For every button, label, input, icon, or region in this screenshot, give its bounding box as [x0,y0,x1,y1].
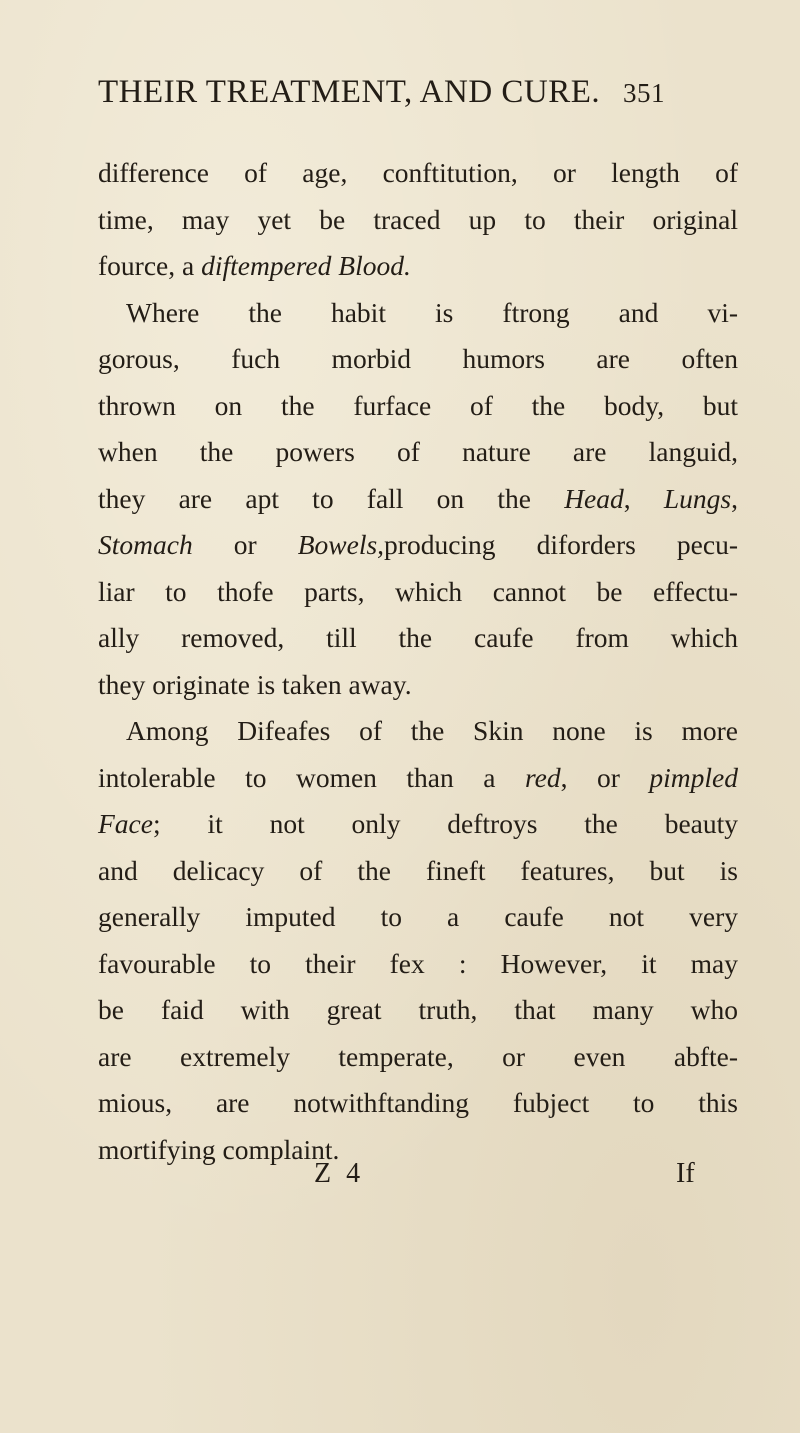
text-run: they originate is taken away. [98,668,412,700]
text-run: are extremely temperate, or even abfte- [98,1040,738,1072]
text-run: gorous, fuch morbid humors are often [98,343,738,374]
text-line [98,894,738,941]
text-line [98,150,738,197]
italic-text: Bowels, [297,529,385,560]
text-line [98,801,738,848]
text-line [98,987,738,1034]
text-run: be faid with great truth, that many who [98,994,738,1025]
text-run: fource, a [98,250,202,281]
text-line [98,476,738,523]
text-run: difference of age, conftitution, or length of [98,157,738,188]
text-run: liar to thofe parts, which cannot be effectu- [98,575,738,607]
signature-mark: Z 4 [314,1158,365,1189]
text-run: mious, are notwithftanding fubject to this [98,1087,738,1118]
italic-text: pimpled [649,761,738,793]
italic-text: Stomach [98,529,193,560]
text-line [98,569,738,616]
text-run: intolerable to women than a [98,761,525,793]
text-run: thrown on the furface of the body, but [98,389,738,421]
page-number: 351 [622,78,665,108]
text-run: producing diforders pecu- [384,529,738,560]
text-line [98,197,738,244]
text-run: favourable to their fex : However, it may [98,947,738,979]
body-text [98,150,738,1173]
text-run: Among Difeafes of the Skin none is more [126,715,738,746]
text-run: Where the habit is ftrong and vi- [126,296,738,328]
italic-text: diftempered Blood. [201,250,411,281]
text-line [98,429,738,476]
text-run: , [623,482,664,514]
text-line [98,336,738,383]
text-line [98,615,738,662]
text-run: and delicacy of the fineft features, but is [98,854,738,886]
text-line [98,522,738,569]
text-run: or [192,529,298,560]
italic-text: Head [564,482,624,514]
header-title: THEIR TREATMENT, AND CURE. [98,74,601,110]
text-line [98,708,738,755]
text-line [98,848,738,895]
text-run: when the powers of nature are languid, [98,436,738,467]
italic-text: Lungs [663,482,732,514]
running-header [98,74,758,111]
text-line [98,290,738,337]
text-line [98,243,738,290]
text-line [98,941,738,988]
text-run: ally removed, till the caufe from which [98,622,738,653]
text-line [98,662,738,709]
text-line [98,383,738,430]
italic-text: Face [98,808,153,839]
page-footer [0,1158,800,1198]
text-line [98,755,738,802]
italic-text: red [524,761,561,793]
text-line [98,1034,738,1081]
text-run: mortifying complaint. [98,1133,340,1165]
text-run: ; it not only deftroys the beauty [152,808,738,839]
text-line [98,1080,738,1127]
text-run: generally imputed to a caufe not very [98,901,738,932]
text-run: , [731,482,738,514]
catchword: If [676,1158,695,1189]
text-run: time, may yet be traced up to their original [98,203,738,235]
text-run: they are apt to fall on the [98,482,565,514]
text-run: , or [560,761,650,793]
